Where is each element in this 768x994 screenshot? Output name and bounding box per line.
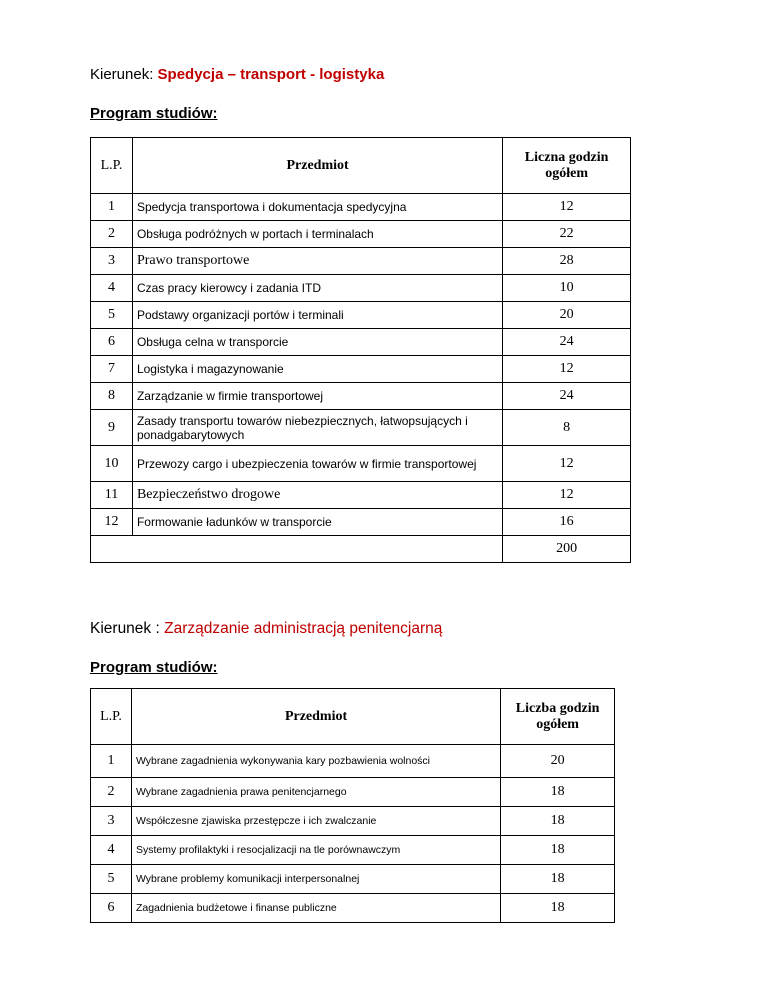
row-subject: Systemy profilaktyki i resocjalizacji na tle porównawczym bbox=[131, 836, 500, 865]
row-subject: Spedycja transportowa i dokumentacja spedycyjna bbox=[132, 194, 502, 221]
row-subject: Obsługa podróżnych w portach i terminalach bbox=[132, 221, 502, 248]
table-row bbox=[91, 446, 631, 482]
row-hours: 12 bbox=[503, 356, 631, 383]
row-lp: 11 bbox=[91, 482, 133, 509]
col-lp-header: L.P. bbox=[91, 689, 132, 745]
section2-table bbox=[90, 688, 615, 923]
row-subject: Zarządzanie w firmie transportowej bbox=[132, 383, 502, 410]
table-row bbox=[91, 329, 631, 356]
row-lp: 3 bbox=[91, 807, 132, 836]
col-subject-header: Przedmiot bbox=[132, 138, 502, 194]
row-lp: 2 bbox=[91, 778, 132, 807]
table-header-row bbox=[91, 689, 615, 745]
row-lp: 2 bbox=[91, 221, 133, 248]
row-hours: 24 bbox=[503, 329, 631, 356]
row-lp: 4 bbox=[91, 836, 132, 865]
section1-program-label: Program studiów: bbox=[90, 105, 218, 122]
table-row bbox=[91, 745, 615, 778]
row-hours: 20 bbox=[501, 745, 615, 778]
table-row bbox=[91, 248, 631, 275]
row-hours: 18 bbox=[501, 865, 615, 894]
row-lp: 3 bbox=[91, 248, 133, 275]
table-row bbox=[91, 410, 631, 446]
row-hours: 20 bbox=[503, 302, 631, 329]
total-hours: 200 bbox=[503, 536, 631, 563]
row-subject: Wybrane zagadnienia prawa penitencjarnego bbox=[131, 778, 500, 807]
row-hours: 12 bbox=[503, 482, 631, 509]
row-hours: 18 bbox=[501, 894, 615, 923]
row-hours: 24 bbox=[503, 383, 631, 410]
section2-kierunek-name: Zarządzanie administracją penitencjarną bbox=[164, 620, 443, 637]
row-lp: 1 bbox=[91, 194, 133, 221]
row-hours: 18 bbox=[501, 836, 615, 865]
row-hours: 12 bbox=[503, 194, 631, 221]
row-lp: 4 bbox=[91, 275, 133, 302]
row-lp: 1 bbox=[91, 745, 132, 778]
table-row bbox=[91, 302, 631, 329]
col-subject-header: Przedmiot bbox=[131, 689, 500, 745]
table-header-row bbox=[91, 138, 631, 194]
row-lp: 9 bbox=[91, 410, 133, 446]
row-subject: Czas pracy kierowcy i zadania ITD bbox=[132, 275, 502, 302]
table-row bbox=[91, 865, 615, 894]
row-subject: Wybrane zagadnienia wykonywania kary pozbawienia wolności bbox=[131, 745, 500, 778]
row-lp: 6 bbox=[91, 329, 133, 356]
section1-kierunek-label: Kierunek: bbox=[90, 66, 158, 83]
row-hours: 12 bbox=[503, 446, 631, 482]
total-empty-cell bbox=[91, 536, 503, 563]
table-total-row bbox=[91, 536, 631, 563]
row-lp: 8 bbox=[91, 383, 133, 410]
table-row bbox=[91, 275, 631, 302]
row-lp: 6 bbox=[91, 894, 132, 923]
section1-heading bbox=[90, 66, 384, 83]
row-subject: Logistyka i magazynowanie bbox=[132, 356, 502, 383]
section2-program-label: Program studiów: bbox=[90, 659, 218, 676]
row-subject: Prawo transportowe bbox=[132, 248, 502, 275]
col-hours-header: Liczba godzin ogółem bbox=[501, 689, 615, 745]
row-hours: 8 bbox=[503, 410, 631, 446]
section2-kierunek-label: Kierunek : bbox=[90, 620, 165, 637]
row-lp: 12 bbox=[91, 509, 133, 536]
table-row bbox=[91, 221, 631, 248]
table-row bbox=[91, 509, 631, 536]
table-row bbox=[91, 807, 615, 836]
table-row bbox=[91, 836, 615, 865]
row-hours: 10 bbox=[503, 275, 631, 302]
table-row bbox=[91, 194, 631, 221]
row-subject: Podstawy organizacji portów i terminali bbox=[132, 302, 502, 329]
row-lp: 7 bbox=[91, 356, 133, 383]
row-hours: 22 bbox=[503, 221, 631, 248]
row-subject: Zagadnienia budżetowe i finanse publiczne bbox=[131, 894, 500, 923]
row-subject: Zasady transportu towarów niebezpiecznych, łatwopsujących i ponadgabarytowych bbox=[132, 410, 502, 446]
section1-table bbox=[90, 137, 631, 563]
table-row bbox=[91, 383, 631, 410]
table-row bbox=[91, 482, 631, 509]
table-row bbox=[91, 778, 615, 807]
row-subject: Bezpieczeństwo drogowe bbox=[132, 482, 502, 509]
section1-kierunek-name: Spedycja – transport - logistyka bbox=[157, 66, 385, 83]
row-subject: Formowanie ładunków w transporcie bbox=[132, 509, 502, 536]
row-lp: 10 bbox=[91, 446, 133, 482]
row-hours: 28 bbox=[503, 248, 631, 275]
row-hours: 16 bbox=[503, 509, 631, 536]
col-lp-header: L.P. bbox=[91, 138, 133, 194]
table-row bbox=[91, 356, 631, 383]
row-subject: Wybrane problemy komunikacji interpersonalnej bbox=[131, 865, 500, 894]
row-subject: Przewozy cargo i ubezpieczenia towarów w firmie transportowej bbox=[132, 446, 502, 482]
row-lp: 5 bbox=[91, 302, 133, 329]
row-hours: 18 bbox=[501, 807, 615, 836]
row-hours: 18 bbox=[501, 778, 615, 807]
row-lp: 5 bbox=[91, 865, 132, 894]
row-subject: Obsługa celna w transporcie bbox=[132, 329, 502, 356]
section2-heading bbox=[90, 620, 442, 638]
row-subject: Współczesne zjawiska przestępcze i ich zwalczanie bbox=[131, 807, 500, 836]
col-hours-header: Liczna godzin ogółem bbox=[503, 138, 631, 194]
table-row bbox=[91, 894, 615, 923]
